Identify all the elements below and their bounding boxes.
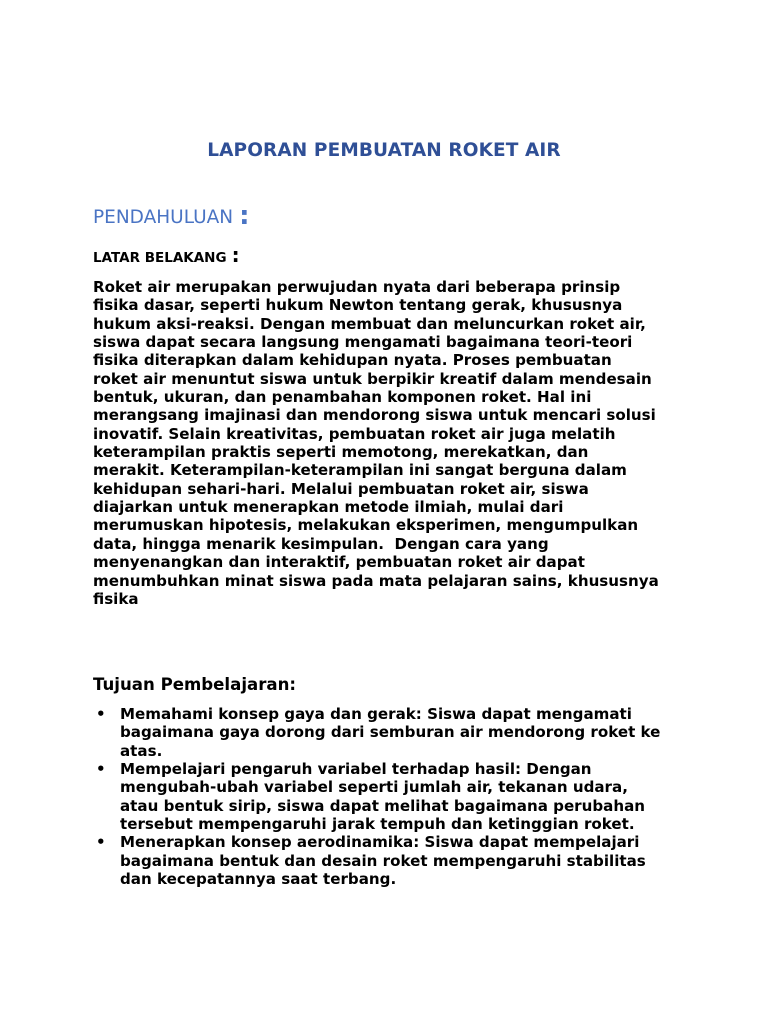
paragraph-line: menyenangkan dan interaktif, pembuatan roket air dapat — [93, 553, 585, 572]
paragraph-line: bentuk, ukuran, dan penambahan komponen roket. Hal ini — [93, 388, 592, 407]
bullet-icon: • — [96, 833, 106, 852]
paragraph-line: fisika diterapkan dalam kehidupan nyata. Proses pembuatan — [93, 351, 612, 370]
subsection-heading-colon: : — [231, 243, 240, 267]
paragraph-line: merangsang imajinasi dan mendorong siswa untuk mencari solusi — [93, 406, 656, 425]
bullet-icon: • — [96, 705, 106, 723]
bullet-icon: • — [96, 760, 106, 779]
paragraph-line: merumuskan hipotesis, melakukan eksperimen, mengumpulkan — [93, 516, 639, 535]
list-item-line: bagaimana bentuk dan desain roket mempengaruhi stabilitas — [120, 851, 646, 870]
subsection-heading-text: LATAR BELAKANG — [93, 250, 227, 266]
objectives-list — [93, 705, 713, 888]
document-title: LAPORAN PEMBUATAN ROKET AIR — [207, 140, 561, 161]
section-heading-text: PENDAHULUAN — [93, 207, 234, 228]
list-item — [93, 705, 713, 760]
paragraph-line: merakit. Keterampilan-keterampilan ini sangat berguna dalam — [93, 461, 627, 480]
paragraph-line: roket air menuntut siswa untuk berpikir kreatif dalam mendesain — [93, 369, 652, 388]
paragraph-line: keterampilan praktis seperti memotong, merekatkan, dan — [93, 443, 589, 462]
list-item-line: tersebut mempengaruhi jarak tempuh dan ketinggian roket. — [120, 815, 635, 834]
paragraph-line: menumbuhkan minat siswa pada mata pelajaran sains, khususnya — [93, 571, 659, 590]
list-item-line: atas. — [120, 741, 163, 760]
list-item-line: Mempelajari pengaruh variabel terhadap hasil: Dengan — [120, 760, 592, 779]
subsection-heading — [93, 243, 240, 267]
paragraph-line: inovatif. Selain kreativitas, pembuatan roket air juga melatih — [93, 424, 616, 443]
paragraph-line: fisika dasar, seperti hukum Newton tentang gerak, khususnya — [93, 296, 623, 315]
list-item-line: atau bentuk sirip, siswa dapat melihat bagaimana perubahan — [120, 796, 646, 815]
section-heading-colon: : — [239, 201, 250, 231]
paragraph-line: kehidupan sehari-hari. Melalui pembuatan roket air, siswa — [93, 479, 589, 498]
list-item-line: Menerapkan konsep aerodinamika: Siswa dapat mempelajari — [120, 833, 640, 852]
paragraph-line: fisika — [93, 589, 139, 608]
section-heading — [93, 200, 250, 230]
list-item-line: bagaimana gaya dorong dari semburan air mendorong roket ke — [120, 723, 661, 742]
paragraph-line: Roket air merupakan perwujudan nyata dari beberapa prinsip — [93, 278, 621, 296]
paragraph-line: siswa dapat secara langsung mengamati bagaimana teori-teori — [93, 333, 633, 352]
paragraph-line: hukum aksi-reaksi. Dengan membuat dan meluncurkan roket air, — [93, 314, 646, 333]
list-item-line: dan kecepatannya saat terbang. — [120, 870, 397, 889]
paragraph-line: diajarkan untuk menerapkan metode ilmiah, mulai dari — [93, 498, 564, 517]
list-item-line: mengubah-ubah variabel seperti jumlah air, tekanan udara, — [120, 778, 628, 797]
list-item — [93, 760, 713, 833]
background-paragraph — [93, 278, 693, 608]
paragraph-line: data, hingga menarik kesimpulan. Dengan cara yang — [93, 534, 549, 553]
list-item-line: Memahami konsep gaya dan gerak: Siswa dapat mengamati — [120, 705, 632, 723]
list-item — [93, 833, 713, 888]
objectives-heading: Tujuan Pembelajaran: — [93, 675, 297, 694]
